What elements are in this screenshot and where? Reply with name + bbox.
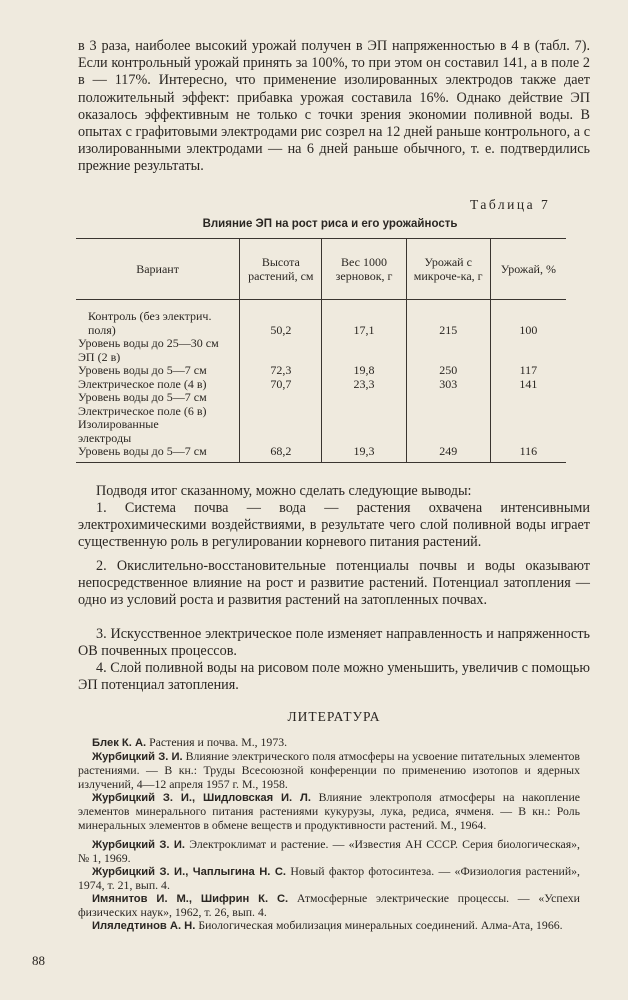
variant-cell xyxy=(76,351,240,378)
header-yield-pct: Урожай, % xyxy=(490,239,566,300)
reference-item xyxy=(78,892,580,920)
weight-cell: 19,8 xyxy=(322,351,406,378)
variant-line: Электрическое поле (4 в) xyxy=(78,376,207,391)
variant-line: Уровень воды до 25—30 см xyxy=(78,336,219,350)
intro-paragraph: в 3 раза, наиболее высокий урожай получен в ЭП напряженностью в 4 в (табл. 7). Если контрольный урожай принять за 100%, то при этом он составил 141, а в поле 2 в — 117%. Интересно, что применение изолированных электродов также дает положительный эффект: прибавка урожая составила 16%. Однако действие ЭП оказалось эффективным не только с точки зрения экономии поливной воды. В опытах с графитовыми электродами рис созрел на 12 дней раньше контрольного, а с изолированными электродами — на 6 дней раньше обычного, т. е. подтвердились прежние результаты. xyxy=(78,38,590,175)
reference-authors: Блек К. А. xyxy=(92,737,147,749)
variant-cell xyxy=(76,405,240,463)
variant-line: ЭП (2 в) xyxy=(78,349,121,364)
page-number: 88 xyxy=(32,953,45,968)
variant-line: Изолированные электроды xyxy=(78,417,159,445)
weight-cell: 19,3 xyxy=(322,405,406,463)
yield-pct-cell: 117 xyxy=(490,351,566,378)
table-row xyxy=(76,405,566,463)
table-number: Таблица 7 xyxy=(470,197,551,212)
header-height: Высота растений, см xyxy=(240,239,322,300)
reference-text: Биологическая мобилизация минеральных соединений. Алма-Ата, 1966. xyxy=(198,918,563,932)
reference-item xyxy=(78,791,580,832)
yield-pct-cell: 116 xyxy=(490,405,566,463)
reference-text: Влияние электрического поля атмосферы на усвоение питательных элементов растениями. — В кн.: Труды Всесоюзной конференции по применению изотопов и ядерных излучений, 4—12 апреля 1957 г. М., 1958. xyxy=(78,749,580,791)
height-cell: 70,7 xyxy=(240,378,322,405)
header-weight: Вес 1000 зерновок, г xyxy=(322,239,406,300)
reference-text: Атмосферные электрические процессы. — «Успехи физических наук», 1962, т. 26, вып. 4. xyxy=(78,891,580,920)
weight-cell: 23,3 xyxy=(322,378,406,405)
table-row xyxy=(76,351,566,378)
height-cell: 50,2 xyxy=(240,300,322,351)
header-yield-g: Урожай с микроче-ка, г xyxy=(406,239,490,300)
reference-item xyxy=(78,750,580,791)
reference-text: Новый фактор фотосинтеза. — «Физиология растений», 1974, т. 21, вып. 4. xyxy=(78,864,581,893)
yield-g-cell: 250 xyxy=(406,351,490,378)
reference-authors: Журбицкий З. И. xyxy=(92,839,186,851)
reference-text: Электроклимат и растение. — «Известия АН СССР. Серия биологическая», № 1, 1969. xyxy=(78,837,581,866)
reference-item xyxy=(78,838,580,866)
yield-pct-cell: 141 xyxy=(490,378,566,405)
conclusion-item: 2. Окислительно-восстановительные потенциалы почвы и воды оказывают непосредственное влияние на рост и развитие растений. Потенциал затопления — одно из условий роста и развития растений на затопленных почвах. xyxy=(78,558,590,609)
variant-line: Уровень воды до 5—7 см xyxy=(78,444,207,458)
yield-g-cell: 215 xyxy=(406,300,490,351)
variant-cell xyxy=(76,300,240,351)
reference-text: Растения и почва. М., 1973. xyxy=(149,735,288,749)
reference-item xyxy=(78,865,580,893)
height-cell: 68,2 xyxy=(240,405,322,463)
variant-line: Электрическое поле (6 в) xyxy=(78,403,207,418)
reference-authors: Имянитов И. М., Шифрин К. С. xyxy=(92,893,289,905)
yield-pct-cell: 100 xyxy=(490,300,566,351)
weight-cell: 17,1 xyxy=(322,300,406,351)
reference-item xyxy=(78,919,580,933)
conclusion-item: 1. Система почва — вода — растения охвачена интенсивными электрохимическими воздействиями, в результате чего слой поливной воды играет существенную роль в регулировании корневого питания растений. xyxy=(78,500,590,551)
conclusion-item: 4. Слой поливной воды на рисовом поле можно уменьшить, увеличив с помощью ЭП потенциал затопления. xyxy=(78,660,590,694)
variant-line: Уровень воды до 5—7 см xyxy=(78,390,207,404)
reference-authors: Журбицкий З. И. xyxy=(92,751,183,763)
reference-authors: Журбицкий З. И., Шидловская И. Л. xyxy=(92,792,311,804)
table-row xyxy=(76,378,566,405)
reference-authors: Журбицкий З. И., Чаплыгина Н. С. xyxy=(92,866,287,878)
literature-heading: ЛИТЕРАТУРА xyxy=(287,709,381,724)
data-table xyxy=(76,238,566,463)
table-title: Влияние ЭП на рост риса и его урожайность xyxy=(202,218,458,230)
variant-cell xyxy=(76,378,240,405)
conclusion-item: 3. Искусственное электрическое поле изменяет направленность и напряженность ОВ почвенных процессов. xyxy=(78,626,590,660)
height-cell: 72,3 xyxy=(240,351,322,378)
reference-authors: Иляледтинов А. Н. xyxy=(92,920,196,932)
conclusions-lead: Подводя итог сказанному, можно сделать следующие выводы: xyxy=(96,483,472,499)
yield-g-cell: 249 xyxy=(406,405,490,463)
table-header-row xyxy=(76,239,566,300)
reference-text: Влияние электрополя атмосферы на накопление элементов минерального питания растениями кукурузы, лука, редиса, ячменя. — В кн.: Роль минеральных элементов в обмене веществ и продуктивности растений. М., 1964. xyxy=(78,790,580,832)
header-variant: Вариант xyxy=(76,239,240,300)
yield-g-cell: 303 xyxy=(406,378,490,405)
table-row xyxy=(76,300,566,351)
variant-line: Контроль (без электрич. поля) xyxy=(88,309,212,337)
variant-line: Уровень воды до 5—7 см xyxy=(78,363,207,377)
